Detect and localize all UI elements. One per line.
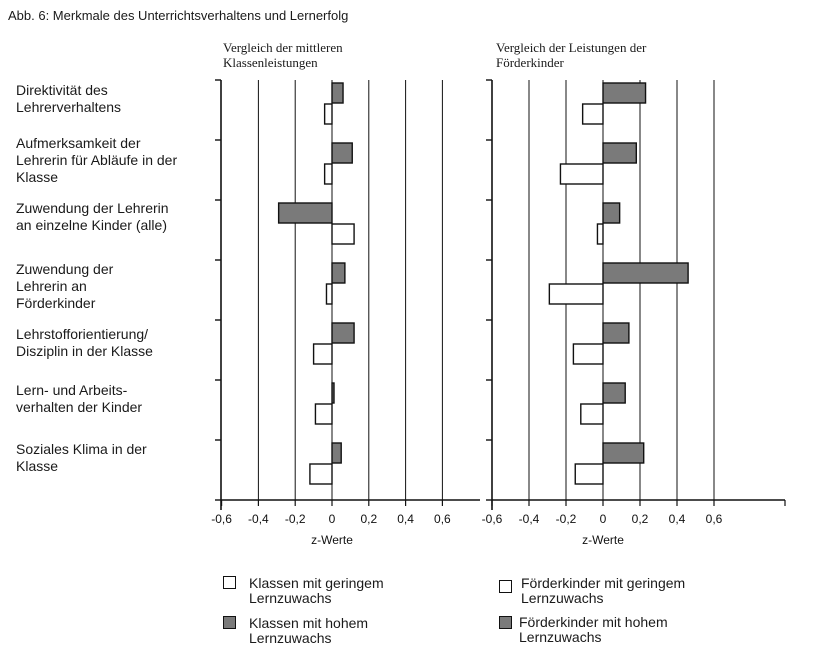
- left-x-tick-label: 0: [328, 512, 336, 526]
- legend-swatch-left-high: [223, 616, 236, 629]
- legend-swatch-right-low: [499, 580, 512, 593]
- category-label: Zuwendung der Lehrerin an Förderkinder: [16, 261, 114, 311]
- left-bar-high: [332, 83, 343, 103]
- right-x-tick-label: -0,6: [481, 512, 503, 526]
- right-bar-high: [603, 263, 688, 283]
- category-label: Zuwendung der Lehrerin an einzelne Kinder (alle): [16, 200, 169, 233]
- right-bar-low: [560, 164, 603, 184]
- left-bar-high: [332, 383, 334, 403]
- left-bar-high: [332, 323, 354, 343]
- right-panel-title-text: Vergleich der Leistungen der Förderkinder: [496, 40, 647, 70]
- category-label: Aufmerksamkeit der Lehrerin für Abläufe in der Klasse: [16, 135, 178, 185]
- figure-title: Abb. 6: Merkmale des Unterrichtsverhaltens und Lernerfolg: [8, 8, 349, 23]
- left-bar-low: [325, 104, 332, 124]
- legend-swatch-left-low: [223, 576, 236, 589]
- left-x-tick-label: -0,2: [284, 512, 306, 526]
- left-bar-low: [332, 224, 354, 244]
- right-x-tick-label: -0,4: [518, 512, 540, 526]
- right-bar-low: [573, 344, 603, 364]
- left-bar-low: [314, 344, 332, 364]
- legend-label-right-high: Förderkinder mit hohem Lernzuwachs: [519, 614, 668, 645]
- right-bar-high: [603, 83, 646, 103]
- left-bar-high: [332, 443, 341, 463]
- left-bar-low: [310, 464, 332, 484]
- category-label: Lehrstofforientierung/ Disziplin in der Klasse: [16, 326, 153, 359]
- left-x-tick-label: 0,4: [397, 512, 414, 526]
- right-bar-low: [597, 224, 603, 244]
- left-x-tick-label: 0,6: [434, 512, 451, 526]
- left-bar-low: [326, 284, 332, 304]
- right-x-tick-label: 0: [599, 512, 607, 526]
- right-x-tick-label: 0,6: [705, 512, 723, 526]
- legend-label-left-low: Klassen mit geringem Lernzuwachs: [249, 575, 384, 606]
- right-bar-high: [603, 143, 636, 163]
- legend-label-right-low: Förderkinder mit geringem Lernzuwachs: [521, 575, 686, 606]
- left-bar-low: [325, 164, 332, 184]
- category-label: Lern- und Arbeits-verhalten der Kinder: [16, 382, 143, 415]
- right-x-tick-label: -0,2: [555, 512, 577, 526]
- left-bar-high: [332, 143, 352, 163]
- right-bar-low: [583, 104, 603, 124]
- right-bar-high: [603, 383, 625, 403]
- left-bar-low: [315, 404, 332, 424]
- category-label: Direktivität des Lehrerverhaltens: [16, 82, 122, 115]
- right-bar-high: [603, 323, 629, 343]
- left-x-axis-title: z-Werte: [311, 533, 353, 547]
- left-x-tick-label: -0,4: [248, 512, 269, 526]
- left-x-tick-label: -0,6: [211, 512, 232, 526]
- left-x-tick-label: 0,2: [360, 512, 378, 526]
- right-x-axis-title: z-Werte: [582, 533, 624, 547]
- left-bar-high: [279, 203, 332, 223]
- category-label: Soziales Klima in der Klasse: [16, 441, 147, 474]
- right-bar-high: [603, 443, 644, 463]
- right-bar-low: [549, 284, 603, 304]
- right-x-tick-label: 0,2: [631, 512, 649, 526]
- left-panel-title-text: Vergleich der mittleren Klassenleistungen: [223, 40, 343, 70]
- right-bar-low: [575, 464, 603, 484]
- left-bar-high: [332, 263, 345, 283]
- right-bar-high: [603, 203, 620, 223]
- legend-swatch-right-high: [499, 616, 512, 629]
- right-x-tick-label: 0,4: [668, 512, 686, 526]
- right-bar-low: [581, 404, 603, 424]
- legend-label-left-high: Klassen mit hohem Lernzuwachs: [249, 615, 369, 646]
